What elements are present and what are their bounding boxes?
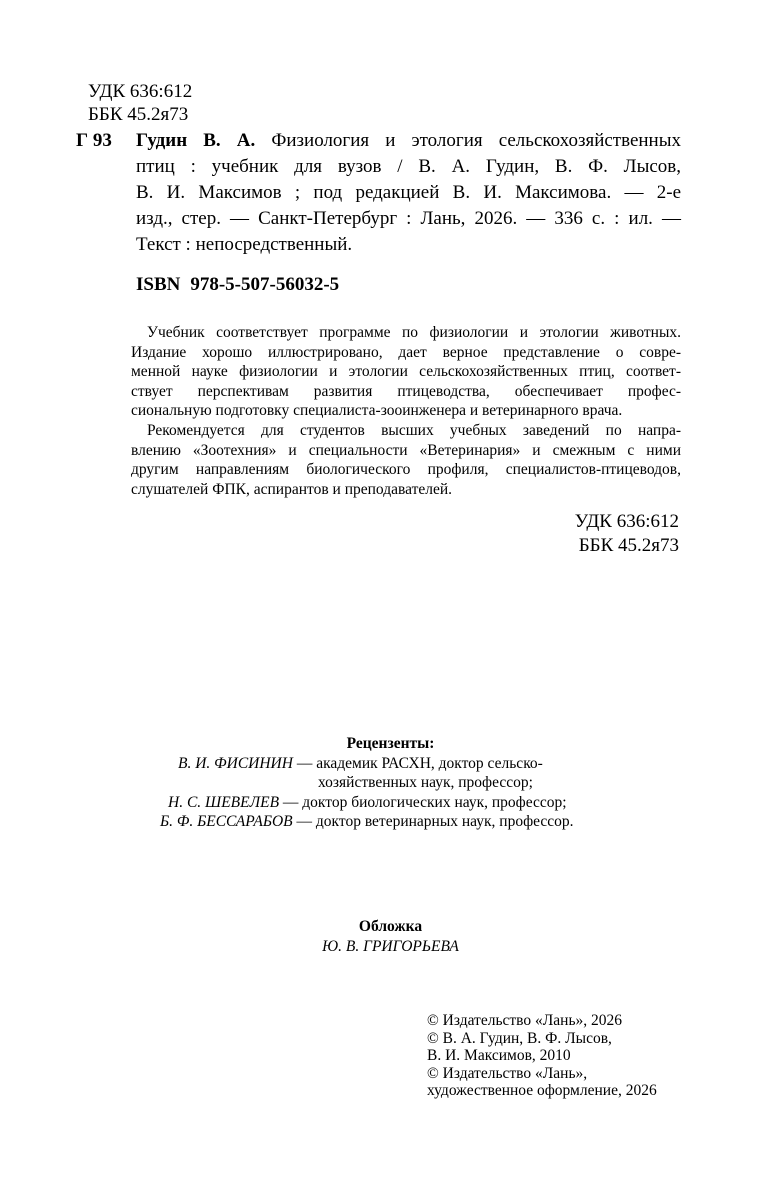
reviewer-3-name: Б. Ф. БЕССАРАБОВ <box>160 813 293 831</box>
udk-bbk-right <box>575 510 679 558</box>
cover-designer: Ю. В. ГРИГОРЬЕВА <box>322 937 459 955</box>
annotation-line: Учебник соответствует программе по физиологии и этологии животных. <box>147 324 681 341</box>
entry-line-1 <box>136 128 681 154</box>
copyright-line: © В. А. Гудин, В. Ф. Лысов, <box>427 1029 612 1047</box>
entry-line-5: Текст : непосредственный. <box>136 234 353 255</box>
reviewer-2 <box>168 793 769 813</box>
udk-code-right: УДК 636:612 <box>574 511 679 532</box>
reviewer-1-text: — академик РАСХН, доктор сельско- <box>292 754 543 772</box>
cover-credit <box>0 917 769 956</box>
entry-line-3: В. И. Максимов ; под редакцией В. И. Максимова. — 2-е <box>136 182 681 203</box>
bibliographic-entry <box>136 128 681 258</box>
reviewer-1-name: В. И. ФИСИНИН <box>178 754 293 772</box>
reviewer-3-text: — доктор ветеринарных наук, профессор. <box>292 813 574 831</box>
cover-title: Обложка <box>358 918 423 935</box>
author-mark: Г 93 <box>76 130 112 151</box>
annotation-line: слушателей ФПК, аспирантов и преподавателей. <box>131 480 453 498</box>
entry-author: Гудин В. А. <box>136 130 256 151</box>
annotation <box>131 323 681 499</box>
annotation-line: Рекомендуется для студентов высших учебных заведений по напра- <box>147 421 681 439</box>
copyright-line: © Издательство «Лань», <box>427 1064 588 1082</box>
reviewer-1 <box>178 754 769 774</box>
bbk-code-right: ББК 45.2я73 <box>578 535 679 556</box>
reviewer-3 <box>160 812 769 832</box>
annotation-line: Издание хорошо иллюстрировано, дает верное представление о совре- <box>131 343 681 361</box>
reviewer-1-continued: хозяйственных наук, профессор; <box>318 774 533 792</box>
entry-title-start: Физиология и этология сельскохозяйственных <box>271 130 681 151</box>
annotation-line: сиональную подготовку специалиста-зооинженера и ветеринарного врача. <box>131 402 623 420</box>
reviewers-title: Рецензенты: <box>346 735 435 752</box>
bbk-code: ББК 45.2я73 <box>88 104 189 125</box>
reviewer-2-name: Н. С. ШЕВЕЛЕВ <box>168 793 280 811</box>
annotation-line: влению «Зоотехния» и специальности «Ветеринария» и смежным с ними <box>131 441 681 459</box>
copyright-line: © Издательство «Лань», 2026 <box>427 1012 623 1029</box>
annotation-line: ствует перспективам развития птицеводства, обеспечивает профес- <box>131 382 681 400</box>
udk-bbk-header <box>88 80 192 126</box>
isbn-number: 978-5-507-56032-5 <box>190 274 340 295</box>
reviewers-block <box>0 734 769 832</box>
entry-line-2: птиц : учебник для вузов / В. А. Гудин, В. Ф. Лысов, <box>136 156 681 177</box>
udk-code: УДК 636:612 <box>88 81 193 102</box>
copyright-line: художественное оформление, 2026 <box>427 1082 657 1100</box>
reviewer-2-text: — доктор биологических наук, профессор; <box>279 793 567 811</box>
copyright-line: В. И. Максимов, 2010 <box>427 1047 571 1065</box>
isbn-label: ISBN <box>136 274 181 295</box>
isbn-line <box>136 273 349 297</box>
entry-line-4: изд., стер. — Санкт-Петербург : Лань, 2026. — 336 с. : ил. — <box>136 208 681 229</box>
annotation-line: менной науке физиологии и этологии сельскохозяйственных птиц, соответ- <box>131 363 681 381</box>
copyright-block <box>427 1012 657 1100</box>
annotation-line: другим направлениям биологического профиля, специалистов-птицеводов, <box>131 461 681 479</box>
